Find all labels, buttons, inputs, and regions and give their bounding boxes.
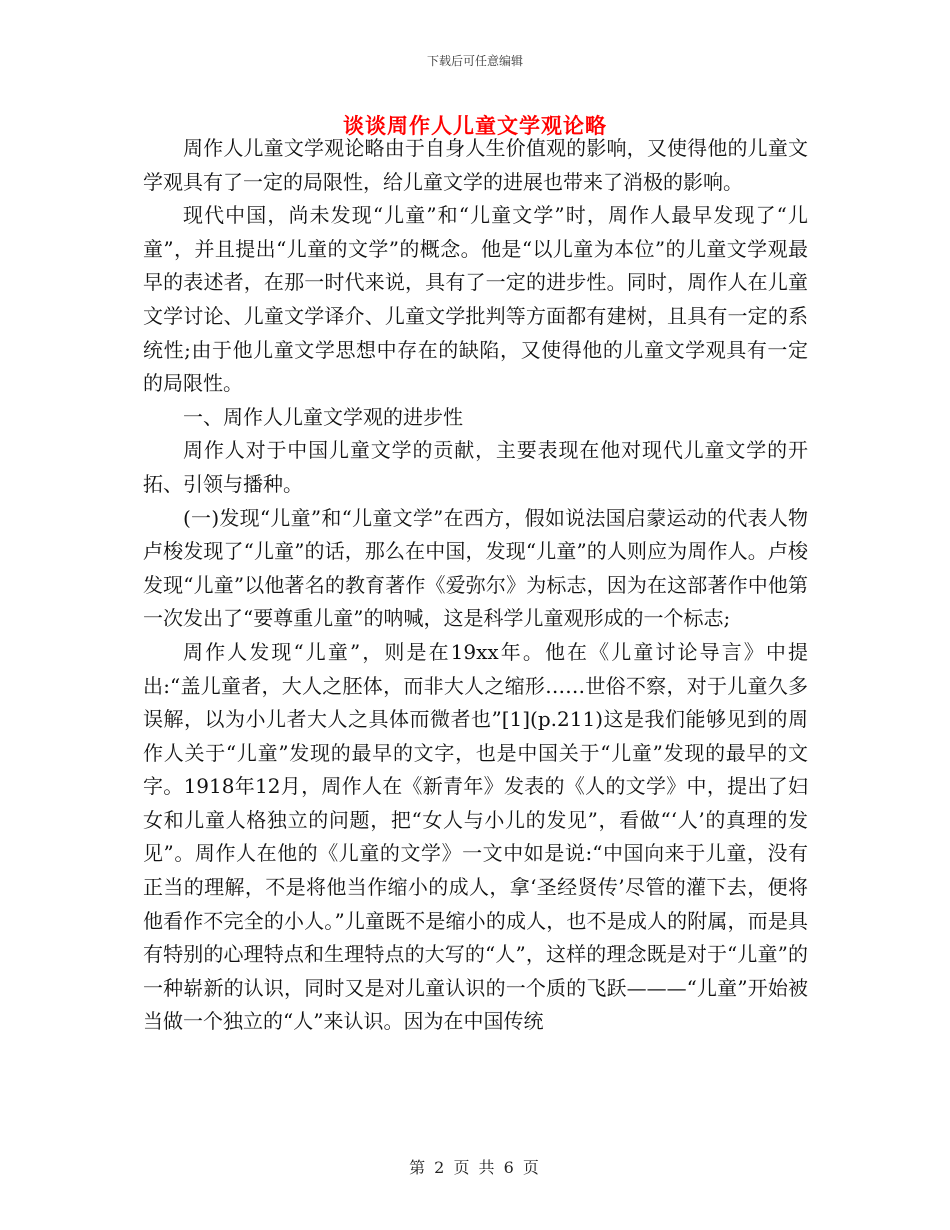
paragraph-3: 周作人对于中国儿童文学的贡献，主要表现在他对现代儿童文学的开拓、引领与播种。: [143, 438, 808, 496]
page-header-note: 下载后可任意编辑: [426, 54, 523, 68]
paragraph-2: 现代中国，尚未发现“儿童”和“儿童文学”时，周作人最早发现了“儿童”，并且提出“儿童的文学”的概念。他是“以儿童为本位”的儿童文学观最早的表述者，在那一时代来说，具有了一定的进步性。同时，周作人在儿童文学讨论、儿童文学译介、儿童文学批判等方面都有建树，且具有一定的系统性;由于他儿童文学思想中存在的缺陷，又使得他的儿童文学观具有一定的局限性。: [143, 203, 808, 396]
section-heading-1: 一、周作人儿童文学观的进步性: [183, 404, 463, 429]
document-body: [143, 132, 808, 1039]
document-title: 谈谈周作人儿童文学观论略: [343, 113, 607, 138]
page-number-footer: 第 2 页 共 6 页: [409, 1158, 541, 1177]
paragraph-4: (一)发现“儿童”和“儿童文学”在西方，假如说法国启蒙运动的代表人物卢梭发现了“儿童”的话，那么在中国，发现“儿童”的人则应为周作人。卢梭发现“儿童”以他著名的教育著作《爱弥尔》为标志，因为在这部著作中他第一次发出了“要尊重儿童”的呐喊，这是科学儿童观形成的一个标志;: [143, 505, 808, 631]
paragraph-5: 周作人发现“儿童”，则是在19xx年。他在《儿童讨论导言》中提出:“盖儿童者，大人之胚体，而非大人之缩形……世俗不察，对于儿童久多误解，以为小儿者大人之具体而微者也”[1](p.211)这是我们能够见到的周作人关于“儿童”发现的最早的文字，也是中国关于“儿童”发现的最早的文字。1918年12月，周作人在《新青年》发表的《人的文学》中，提出了妇女和儿童人格独立的问题，把“女人与小儿的发见”，看做“‘人’的真理的发见”。周作人在他的《儿童的文学》一文中如是说:“中国向来于儿童，没有正当的理解，不是将他当作缩小的成人，拿‘圣经贤传’尽管的灌下去，便将他看作不完全的小人。”儿童既不是缩小的成人，也不是成人的附属，而是具有特别的心理特点和生理特点的大写的“人”，这样的理念既是对于“儿童”的一种崭新的认识，同时又是对儿童认识的一个质的飞跃———“儿童”开始被当做一个独立的“人”来认识。因为在中国传统: [143, 639, 808, 1034]
paragraph-1: 周作人儿童文学观论略由于自身人生价值观的影响，又使得他的儿童文学观具有了一定的局限性，给儿童文学的进展也带来了消极的影响。: [143, 136, 808, 194]
